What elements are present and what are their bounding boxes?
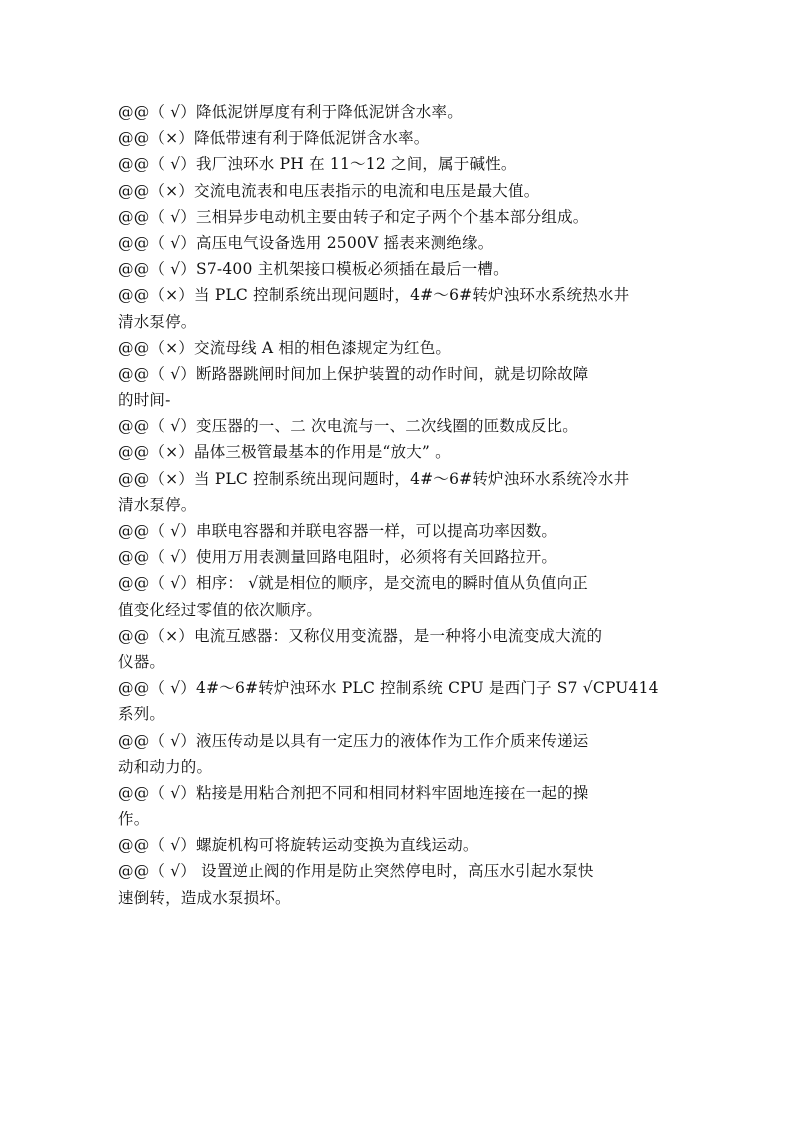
text-line: @@（×）当 PLC 控制系统出现问题时，4#～6#转炉浊环水系统热水井 bbox=[118, 286, 630, 305]
text-line: @@（ √）降低泥饼厚度有利于降低泥饼含水率。 bbox=[118, 103, 463, 121]
text-line: @@（ √）4#～6#转炉浊环水 PLC 控制系统 CPU 是西门子 S7 √CPU414 bbox=[118, 679, 659, 698]
text-line: 值变化经过零值的依次顺序。 bbox=[118, 600, 323, 619]
text-line: @@（ √）S7-400 主机架接口模板必须插在最后一槽。 bbox=[118, 260, 509, 279]
text-line: @@（ √）相序： √就是相位的顺序，是交流电的瞬时值从负值向正 bbox=[118, 574, 589, 593]
text-line: @@（×）降低带速有利于降低泥饼含水率。 bbox=[118, 129, 430, 148]
text-line: @@（ √）液压传动是以具有一定压力的液体作为工作介质来传递运 bbox=[118, 731, 589, 750]
text-line: @@（ √） 设置逆止阀的作用是防止突然停电时，高压水引起水泵快 bbox=[118, 862, 594, 881]
text-line: @@（×）晶体三极管最基本的作用是“放大” 。 bbox=[118, 443, 451, 462]
text-line: @@（×）当 PLC 控制系统出现问题时，4#～6#转炉浊环水系统冷水井 bbox=[118, 469, 630, 488]
text-line: 作。 bbox=[118, 810, 150, 829]
text-line: 清水泵停。 bbox=[118, 312, 197, 331]
text-line: @@（ √）粘接是用粘合剂把不同和相同材料牢固地连接在一起的操 bbox=[118, 783, 589, 802]
text-line: @@（×）电流互感器：又称仪用变流器，是一种将小电流变成大流的 bbox=[118, 626, 603, 645]
text-line: @@（ √）高压电气设备选用 2500V 摇表来测绝缘。 bbox=[118, 233, 494, 252]
text-line: 仪器。 bbox=[118, 652, 166, 671]
text-line: 动和动力的。 bbox=[118, 757, 213, 776]
text-line: 速倒转，造成水泵损坏。 bbox=[118, 888, 291, 907]
document-body bbox=[118, 99, 684, 911]
text-line: @@（ √）螺旋机构可将旋转运动变换为直线运动。 bbox=[118, 836, 479, 855]
text-line: @@（×）交流母线 A 相的相色漆规定为红色。 bbox=[118, 338, 452, 357]
text-line: 系列。 bbox=[118, 705, 166, 724]
text-line: @@（ √）断路器跳闸时间加上保护装置的动作时间，就是切除故障 bbox=[118, 364, 589, 383]
text-line: @@（×）交流电流表和电压表指示的电流和电压是最大值。 bbox=[118, 181, 540, 200]
text-line: 清水泵停。 bbox=[118, 495, 197, 514]
text-line: @@（ √）三相异步电动机主要由转子和定子两个个基本部分组成。 bbox=[118, 207, 589, 226]
text-line: @@（ √）我厂浊环水 PH 在 11～12 之间，属于碱性。 bbox=[118, 155, 517, 174]
text-line: 的时间- bbox=[118, 391, 171, 410]
text-line: @@（ √）使用万用表测量回路电阻时，必须将有关回路拉开。 bbox=[118, 548, 558, 567]
text-line: @@（ √）变压器的一、二 次电流与一、二次线圈的匝数成反比。 bbox=[118, 417, 578, 436]
text-line: @@（ √）串联电容器和并联电容器一样，可以提高功率因数。 bbox=[118, 522, 558, 540]
